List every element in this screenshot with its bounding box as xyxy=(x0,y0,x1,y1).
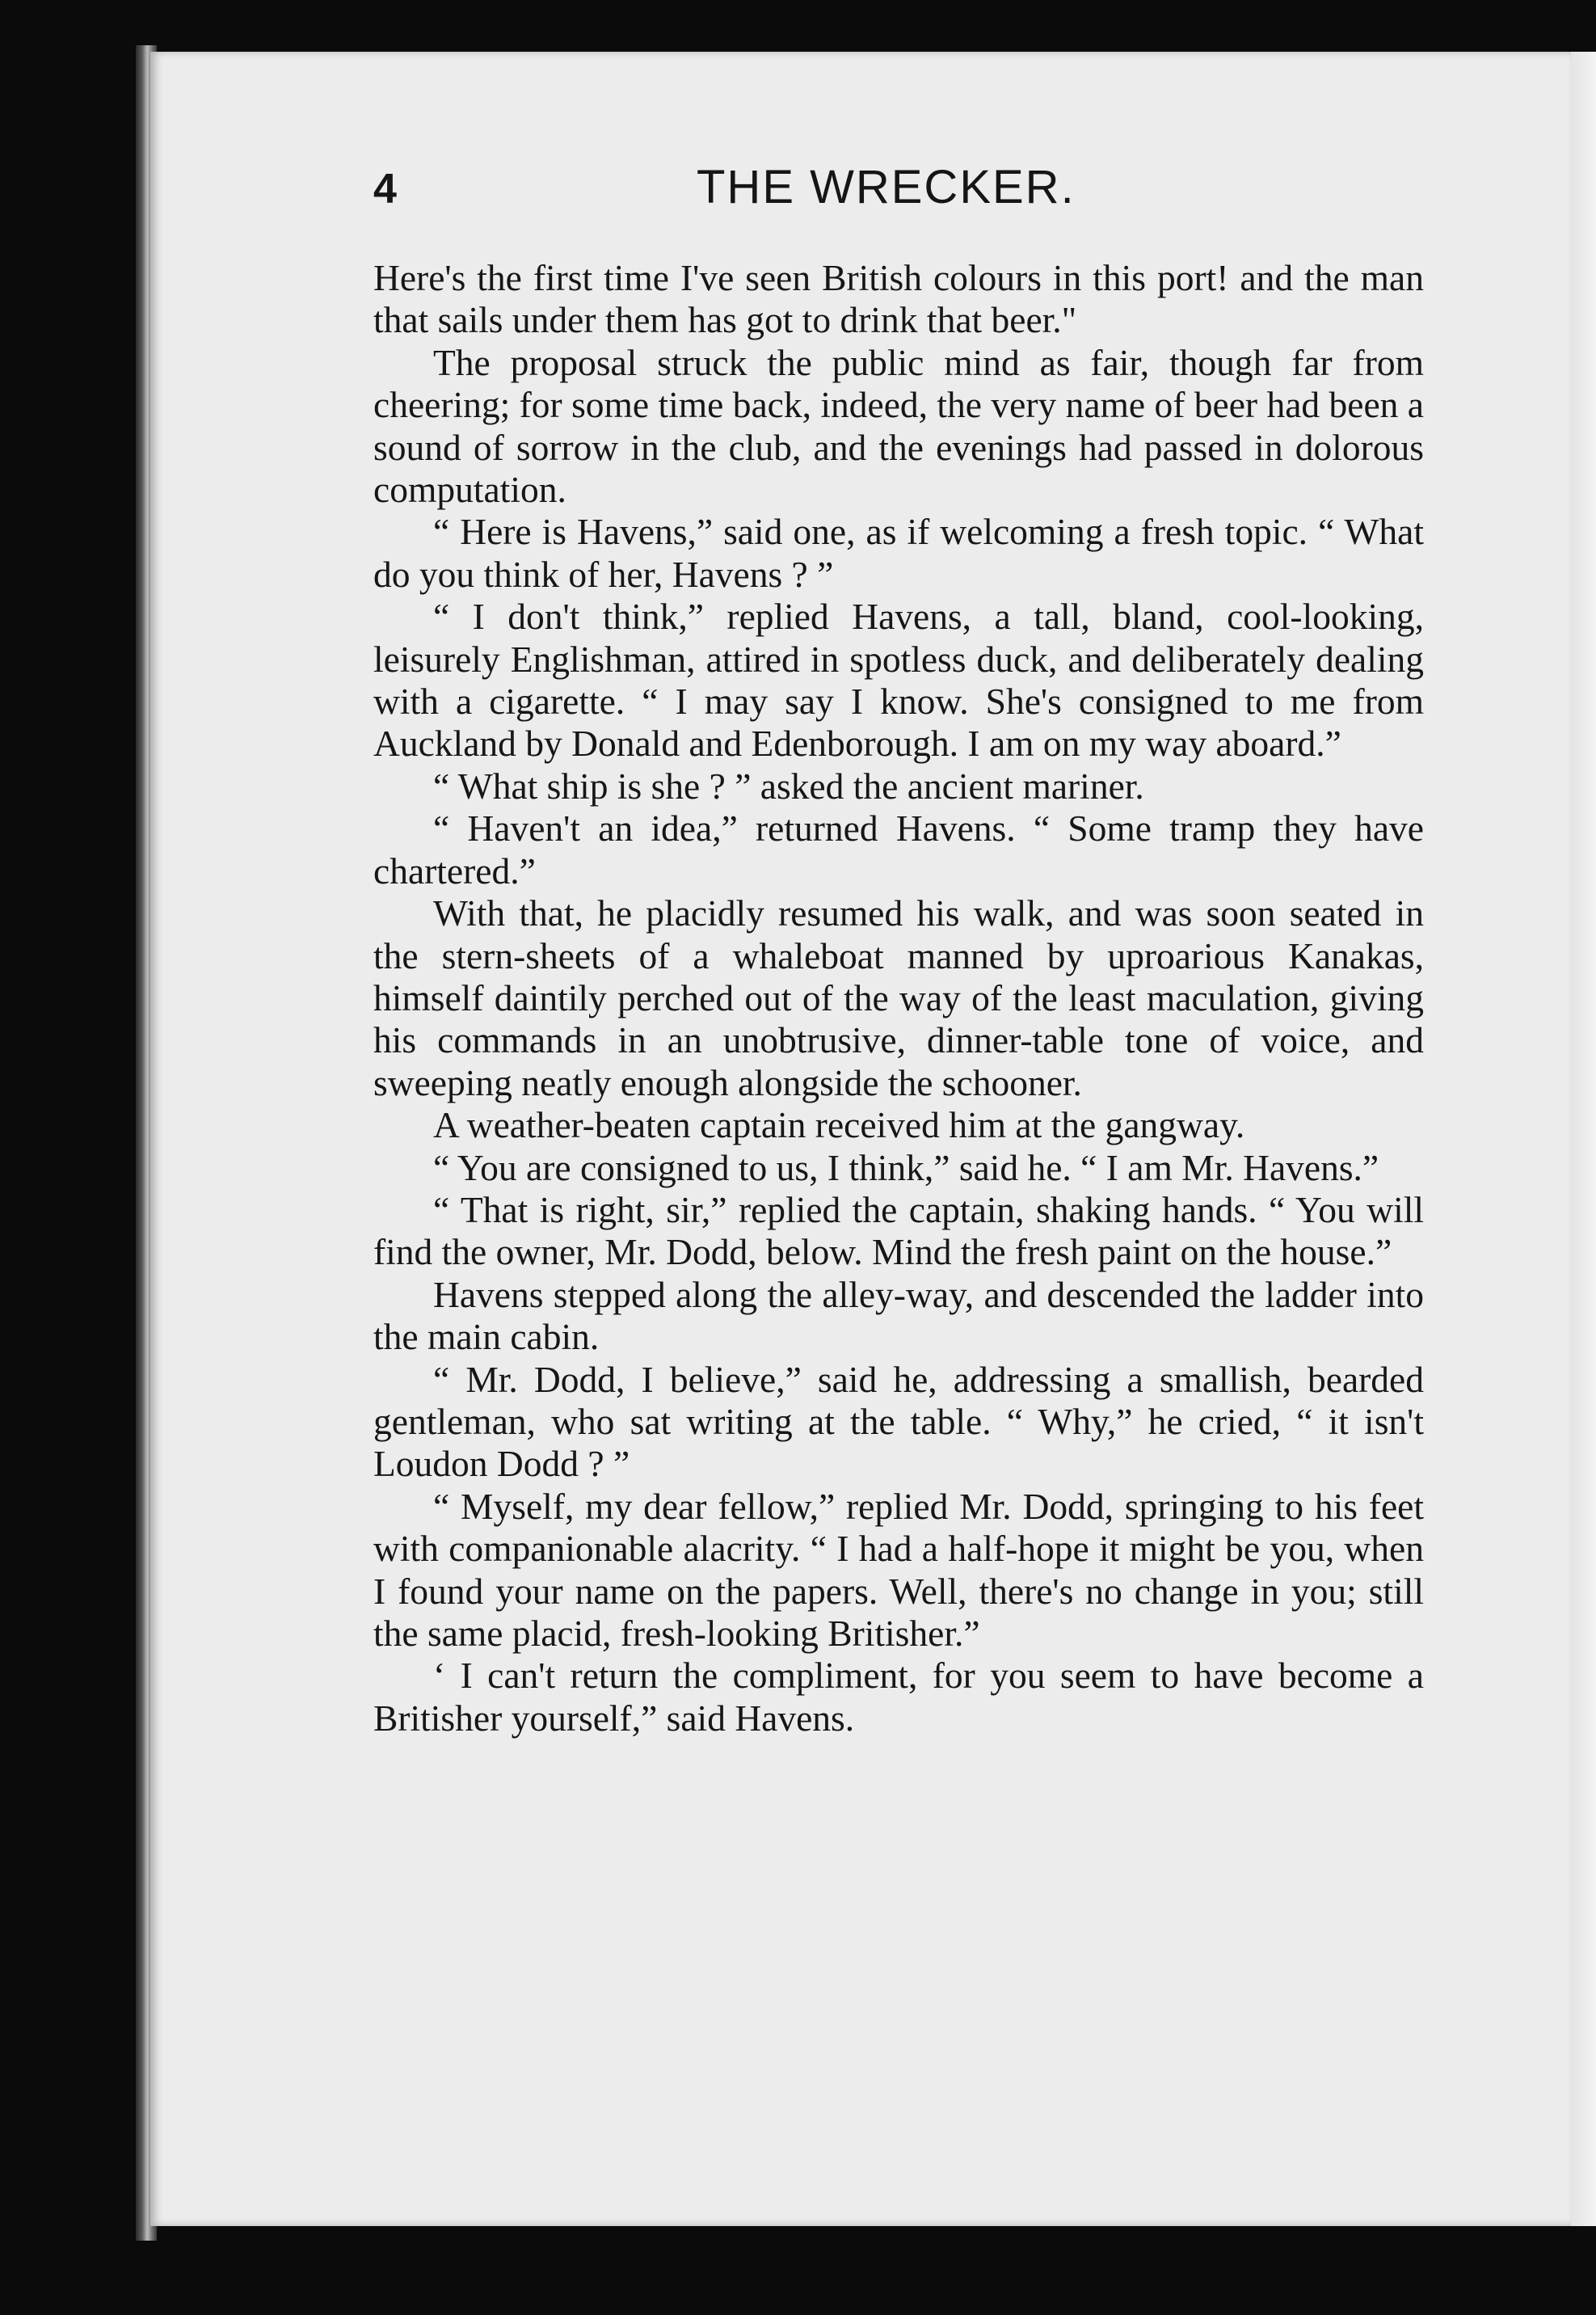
paragraph: “ Haven't an idea,” returned Havens. “ Some tramp they have chartered.” xyxy=(373,808,1424,892)
paragraph: ‘ I can't return the compliment, for you seem to have become a Britisher yourself,” said Havens. xyxy=(373,1655,1424,1739)
paragraph: “ What ship is she ? ” asked the ancient mariner. xyxy=(433,765,1144,807)
paragraph: “ I don't think,” replied Havens, a tall, bland, cool-looking, leisurely Englishman, attired in spotless duck, and deliberately dealing with a cigarette. “ I may say I know. She's consigned to me from Auckland by Donald and Edenborough. I am on my way aboard.” xyxy=(373,596,1424,765)
paragraph: Here's the first time I've seen British colours in this port! and the man that sails under them has got to drink that beer." xyxy=(373,257,1424,341)
page-number: 4 xyxy=(373,166,397,213)
paragraph: “ You are consigned to us, I think,” said he. “ I am Mr. Havens.” xyxy=(433,1146,1379,1188)
body-text xyxy=(373,257,1424,1739)
paragraph: “ Mr. Dodd, I believe,” said he, addressing a smallish, bearded gentleman, who sat writing at the table. “ Why,” he cried, “ it isn't Loudon Dodd ? ” xyxy=(373,1358,1424,1485)
paragraph: “ That is right, sir,” replied the captain, shaking hands. “ You will find the owner, Mr. Dodd, below. Mind the fresh paint on the house.” xyxy=(373,1188,1424,1273)
paragraph: A weather-beaten captain received him at the gangway. xyxy=(433,1104,1245,1146)
paragraph: With that, he placidly resumed his walk, and was soon seated in the stern-sheets of a whaleboat manned by uproarious Kanakas, himself daintily perched out of the way of the least maculation, giving his commands in an unobtrusive, dinner-table tone of voice, and sweeping neatly enough alongside the schooner. xyxy=(373,892,1424,1103)
page-header xyxy=(373,160,1424,225)
paragraph: “ Myself, my dear fellow,” replied Mr. Dodd, springing to his feet with companionable alacrity. “ I had a half-hope it might be you, when I found your name on the papers. Well, there's no change in you; still the same placid, fresh-looking Britisher.” xyxy=(373,1485,1424,1654)
paragraph: Havens stepped along the alley-way, and descended the ladder into the main cabin. xyxy=(373,1273,1424,1358)
paragraph: The proposal struck the public mind as fair, though far from cheering; for some time back, indeed, the very name of beer had been a sound of sorrow in the club, and the evenings had passed in dolorous computation. xyxy=(373,341,1424,511)
paragraph: “ Here is Havens,” said one, as if welcoming a fresh topic. “ What do you think of her, Havens ? ” xyxy=(373,511,1424,595)
facing-page-edge xyxy=(1571,52,1596,2226)
running-title: THE WRECKER. xyxy=(697,161,1076,213)
